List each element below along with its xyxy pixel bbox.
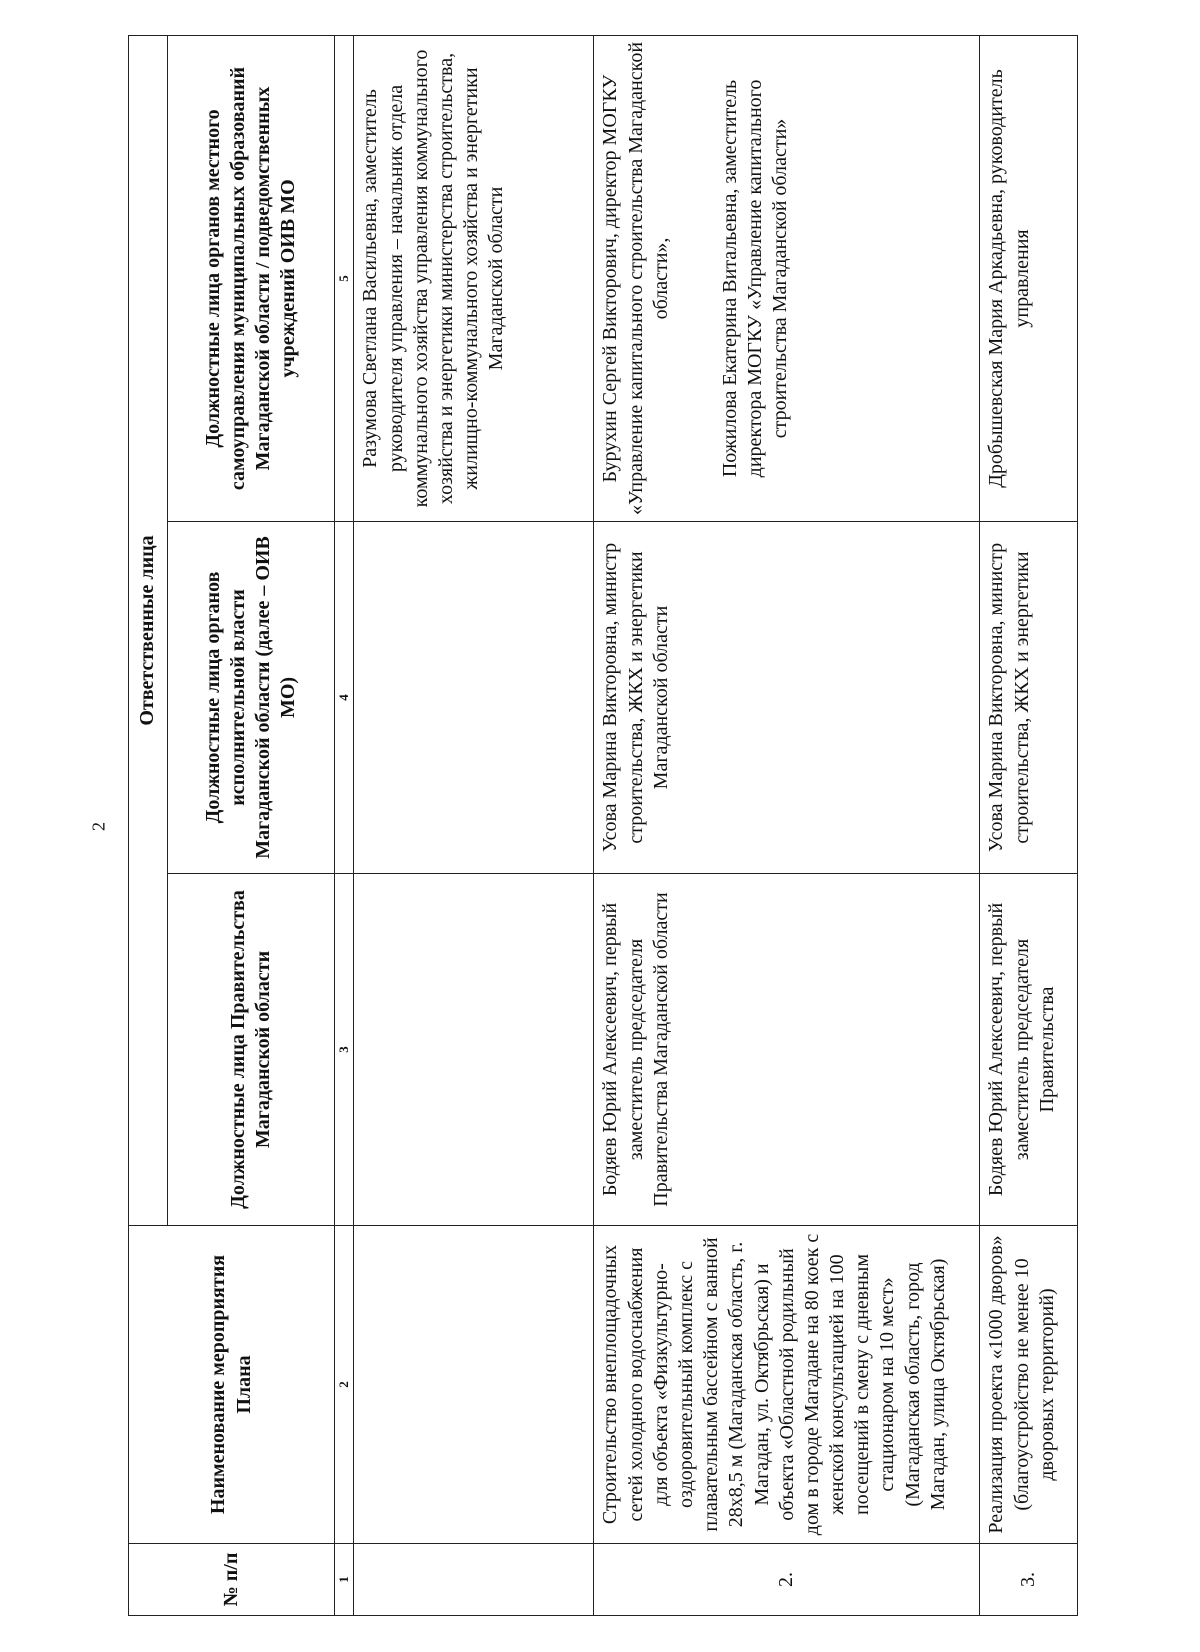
- cell-municipal-official: Дробышевская Мария Аркадьевна, руководитель управления: [980, 35, 1078, 521]
- cell-event-name: [354, 1226, 594, 1544]
- header-government-officials: Должностные лица Правительства Магаданской области: [168, 874, 335, 1226]
- column-number: 4: [335, 522, 354, 874]
- cell-num: 3.: [980, 1544, 1078, 1616]
- page-number: 2: [88, 822, 109, 831]
- table-row-3: [980, 35, 1078, 1615]
- table-row-continued: [354, 35, 594, 1615]
- cell-num: [354, 1544, 594, 1616]
- header-row-1: [129, 35, 168, 1615]
- responsibility-table: [128, 35, 1078, 1616]
- cell-municipal-official: [594, 35, 980, 521]
- column-number: 5: [335, 35, 354, 521]
- municipal-official-1: Бурухин Сергей Викторович, директор МОГКУ «Управление капитального строительства Магаданской области»,: [599, 41, 672, 515]
- table-row-2: [594, 35, 980, 1615]
- municipal-official-2: Пожилова Екатерина Витальевна, заместитель директора МОГКУ «Управление капитального строительства Магаданской области»: [718, 79, 792, 478]
- header-executive-officials: Должностные лица органов исполнительной власти Магаданской области (далее – ОИВ МО): [168, 522, 335, 874]
- cell-num: 2.: [594, 1544, 980, 1616]
- cell-event-name: Строительство внеплощадочных сетей холодного водоснабжения для объекта «Физкультурно-оздоровительный комплекс с плавательным бассейном с ванной 28x8,5 м (Магаданская область, г. Магадан, ул. Октябрьская) и объекта «Областной родильный дом в городе Магадане на 80 коек с женской консультацией на 100 посещений в смену с дневным стационаром на 10 мест» (Магаданская область, город Магадан, улица Октябрьская): [594, 1226, 980, 1544]
- cell-municipal-official: Разумова Светлана Васильевна, заместитель руководителя управления – начальник отдела коммунального хозяйства управления коммунального хозяйства и энергетики министерства строительства, жилищно-коммунального хозяйства и энергетики Магаданской области: [354, 35, 594, 521]
- header-responsible-group: Ответственные лица: [129, 35, 168, 1225]
- cell-event-name: Реализация проекта «1000 дворов» (благоустройство не менее 10 дворовых территорий): [980, 1226, 1078, 1544]
- column-number-row: [335, 35, 354, 1615]
- header-num: № п/п: [129, 1544, 335, 1616]
- responsibility-table-rotated: [128, 36, 1188, 1616]
- cell-government-official: Бодяев Юрий Алексеевич, первый заместитель председателя Правительства Магаданской области: [594, 874, 980, 1226]
- column-number: 3: [335, 874, 354, 1226]
- column-number: 2: [335, 1226, 354, 1544]
- cell-executive-official: Усова Марина Викторовна, министр строительства, ЖКХ и энергетики: [980, 522, 1078, 874]
- cell-executive-official: Усова Марина Викторовна, министр строительства, ЖКХ и энергетики Магаданской области: [594, 522, 980, 874]
- column-number: 1: [335, 1544, 354, 1616]
- header-municipal-officials: Должностные лица органов местного самоуправления муниципальных образований Магаданской области / подведомственных учреждений ОИВ МО: [168, 35, 335, 521]
- cell-executive-official: [354, 522, 594, 874]
- header-event-name: Наименование мероприятия Плана: [129, 1226, 335, 1544]
- cell-government-official: [354, 874, 594, 1226]
- cell-government-official: Бодяев Юрий Алексеевич, первый заместитель председателя Правительства: [980, 874, 1078, 1226]
